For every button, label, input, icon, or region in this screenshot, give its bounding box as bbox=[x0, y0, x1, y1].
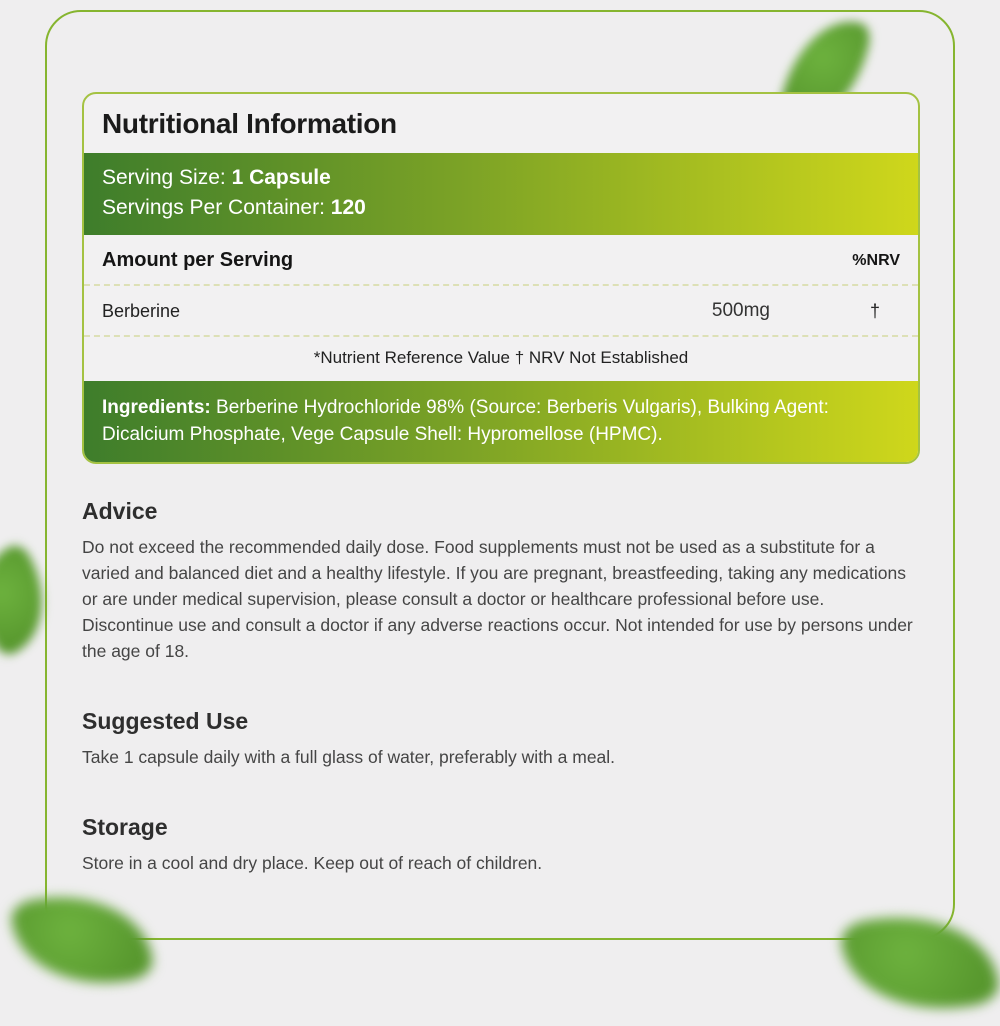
nrv-footnote: *Nutrient Reference Value † NRV Not Established bbox=[313, 348, 689, 367]
ingredients-label: Ingredients: bbox=[102, 397, 211, 418]
advice-text: Do not exceed the recommended daily dose. Food supplements must not be used as a substitute for a varied and balanced diet and a healthy lifestyle. If you are pregnant, breastfeeding, taking any medications or are under medical supervision, please consult a doctor or healthcare professional before use. Discontinue use and consult a doctor if any adverse reactions occur. Not intended for use by persons under the age of 18. bbox=[82, 537, 913, 661]
advice-section bbox=[82, 498, 920, 664]
storage-heading: Storage bbox=[82, 814, 168, 840]
servings-per-container-value: 120 bbox=[330, 196, 366, 219]
servings-per-container-label: Servings Per Container: bbox=[102, 196, 325, 219]
advice-heading: Advice bbox=[82, 498, 158, 524]
table-row bbox=[84, 286, 918, 337]
amount-per-serving-header: Amount per Serving bbox=[102, 249, 294, 271]
nrv-column-header: %NRV bbox=[852, 251, 900, 269]
leaf-icon bbox=[838, 900, 1000, 1026]
serving-size-label: Serving Size: bbox=[102, 166, 226, 189]
ingredients-bar bbox=[84, 381, 918, 462]
suggested-use-section bbox=[82, 708, 920, 770]
nutrition-label-header bbox=[84, 94, 918, 153]
suggested-use-heading: Suggested Use bbox=[82, 708, 249, 734]
suggested-use-text: Take 1 capsule daily with a full glass of water, preferably with a meal. bbox=[82, 747, 616, 767]
serving-size-line bbox=[102, 163, 900, 193]
serving-size-value: 1 Capsule bbox=[231, 166, 331, 189]
ingredients-text: Berberine Hydrochloride 98% (Source: Berberis Vulgaris), Bulking Agent: Dicalcium Phosphate, Vege Capsule Shell: Hypromellose (HPMC). bbox=[102, 397, 829, 445]
nutrient-nrv-value: † bbox=[869, 300, 880, 321]
amount-table-header bbox=[84, 235, 918, 286]
servings-per-container-line bbox=[102, 193, 900, 223]
page-title: Nutritional Information bbox=[102, 108, 397, 139]
leaf-icon bbox=[9, 881, 156, 998]
nutrition-label-card bbox=[82, 92, 920, 464]
storage-text: Store in a cool and dry place. Keep out of reach of children. bbox=[82, 853, 543, 873]
nutrient-amount: 500mg bbox=[711, 300, 770, 321]
amount-table bbox=[84, 235, 918, 381]
storage-section bbox=[82, 814, 920, 876]
main-content bbox=[82, 92, 920, 876]
nutrient-name: Berberine bbox=[102, 300, 181, 321]
leaf-icon bbox=[0, 541, 66, 660]
serving-info-bar bbox=[84, 153, 918, 235]
